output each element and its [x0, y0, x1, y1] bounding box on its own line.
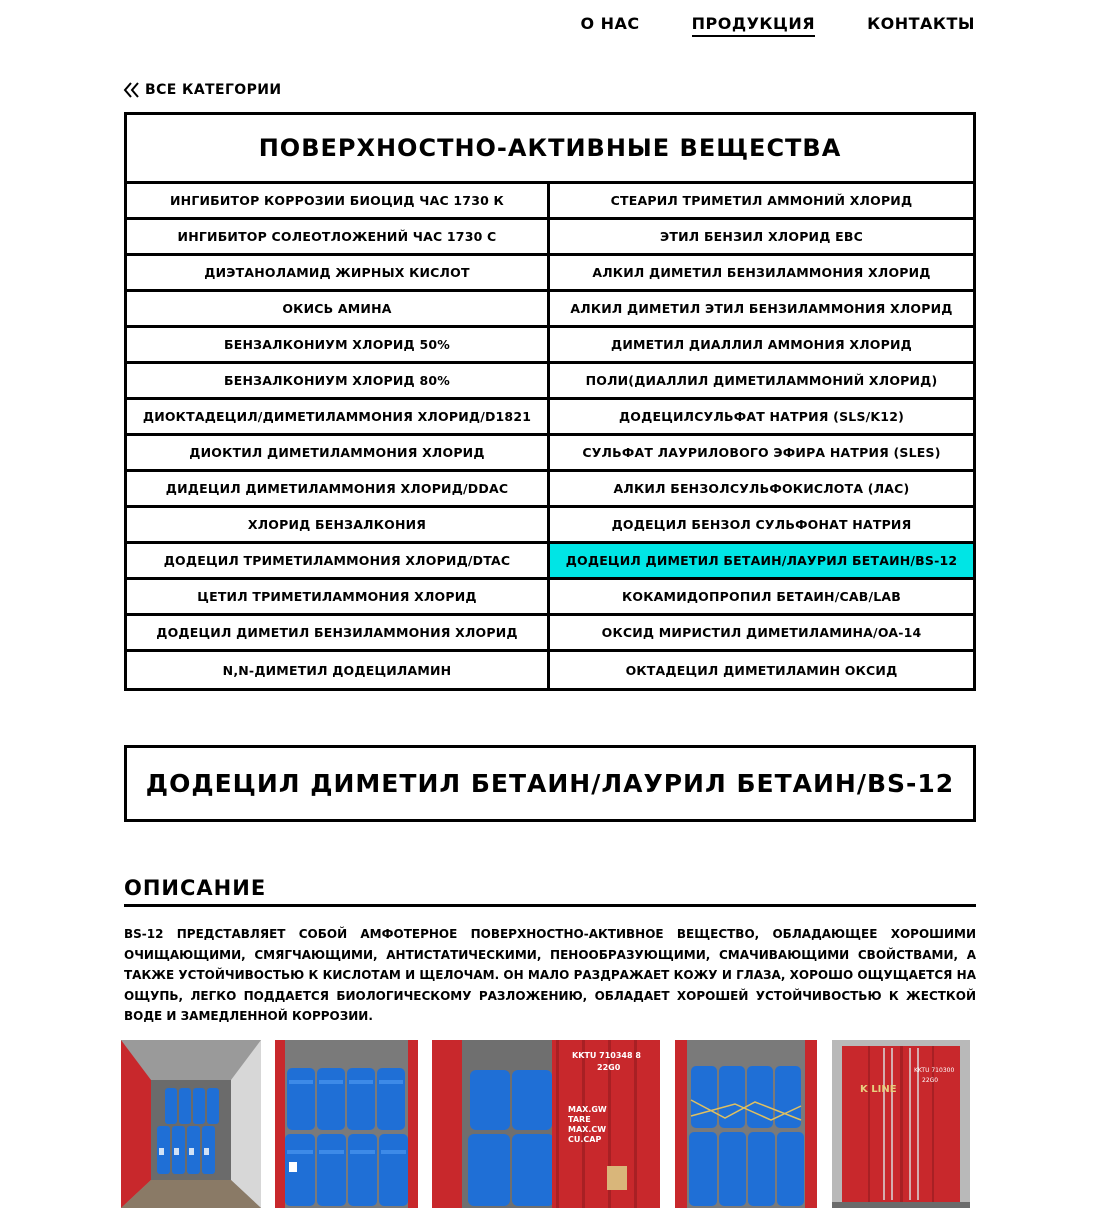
description-text: BS-12 ПРЕДСТАВЛЯЕТ СОБОЙ АМФОТЕРНОЕ ПОВЕРХНОСТНО-АКТИВНОЕ ВЕЩЕСТВО, ОБЛАДАЮЩЕЕ ХОРОШИМИ ОЧИЩАЮЩИМИ, СМЯГЧАЮЩИМИ, АНТИСТАТИЧЕСКИМИ, ПЕНООБРАЗУЮЩИМИ, СМАЧИВАЮЩИМИ СВОЙСТВАМИ, А ТАКЖЕ УСТОЙЧИВОСТЬЮ К КИСЛОТАМ И ЩЕЛОЧАМ. ОН МАЛО РАЗДРАЖАЕТ КОЖУ И ГЛАЗА, ХОРОШО ОЩУЩАЕТСЯ НА ОЩУПЬ, ЛЕГКО ПОДДАЕТСЯ БИОЛОГИЧЕСКОМУ РАЗЛОЖЕНИЮ, ОБЛАДАЕТ ХОРОШЕЙ УСТОЙЧИВОСТЬЮ К ЖЕСТКОЙ ВОДЕ И ЗАМЕДЛЕННОЙ КОРРОЗИИ. [124, 927, 976, 1023]
back-label: ВСЕ КАТЕГОРИИ [145, 82, 282, 98]
category-item-right-12[interactable]: КОКАМИДОПРОПИЛ БЕТАИН/CAB/LAB [550, 580, 973, 616]
category-item-left-11[interactable]: ДОДЕЦИЛ ТРИМЕТИЛАММОНИЯ ХЛОРИД/DTAC [127, 544, 550, 580]
svg-text:KKTU 710300: KKTU 710300 [914, 1067, 955, 1074]
svg-text:CU.CAP: CU.CAP [568, 1135, 602, 1144]
category-item-right-6[interactable]: ПОЛИ(ДИАЛЛИЛ ДИМЕТИЛАММОНИЙ ХЛОРИД) [550, 364, 973, 400]
category-item-left-7[interactable]: ДИОКТАДЕЦИЛ/ДИМЕТИЛАММОНИЯ ХЛОРИД/D1821 [127, 400, 550, 436]
category-item-left-9[interactable]: ДИДЕЦИЛ ДИМЕТИЛАММОНИЯ ХЛОРИД/DDAC [127, 472, 550, 508]
category-item-right-2[interactable]: ЭТИЛ БЕНЗИЛ ХЛОРИД EBC [550, 220, 973, 256]
svg-text:MAX.GW: MAX.GW [568, 1105, 607, 1114]
category-item-left-13[interactable]: ДОДЕЦИЛ ДИМЕТИЛ БЕНЗИЛАММОНИЯ ХЛОРИД [127, 616, 550, 652]
back-to-categories-link[interactable] [123, 82, 282, 98]
svg-text:TARE: TARE [568, 1115, 591, 1124]
svg-text:22G0: 22G0 [922, 1077, 939, 1084]
category-item-left-4[interactable]: ОКИСЬ АМИНА [127, 292, 550, 328]
category-item-right-4[interactable]: АЛКИЛ ДИМЕТИЛ ЭТИЛ БЕНЗИЛАММОНИЯ ХЛОРИД [550, 292, 973, 328]
category-item-right-1[interactable]: СТЕАРИЛ ТРИМЕТИЛ АММОНИЙ ХЛОРИД [550, 184, 973, 220]
svg-text:K LINE: K LINE [860, 1084, 897, 1095]
main-nav [580, 14, 975, 37]
photo-barrels-strapped[interactable] [675, 1040, 817, 1208]
nav-about[interactable]: О НАС [580, 14, 640, 33]
category-item-left-1[interactable]: ИНГИБИТОР КОРРОЗИИ БИОЦИД ЧАС 1730 К [127, 184, 550, 220]
category-item-right-7[interactable]: ДОДЕЦИЛСУЛЬФАТ НАТРИЯ (SLS/K12) [550, 400, 973, 436]
category-item-right-9[interactable]: АЛКИЛ БЕНЗОЛСУЛЬФОКИСЛОТА (ЛАС) [550, 472, 973, 508]
svg-text:MAX.CW: MAX.CW [568, 1125, 607, 1134]
nav-contacts[interactable]: КОНТАКТЫ [867, 14, 975, 33]
photo-container-closed[interactable] [832, 1040, 970, 1208]
svg-text:22G0: 22G0 [597, 1063, 621, 1072]
category-item-left-3[interactable]: ДИЭТАНОЛАМИД ЖИРНЫХ КИСЛОТ [127, 256, 550, 292]
category-item-left-5[interactable]: БЕНЗАЛКОНИУМ ХЛОРИД 50% [127, 328, 550, 364]
photo-barrels-closeup[interactable] [275, 1040, 418, 1208]
double-chevron-left-icon [123, 82, 141, 98]
svg-text:KKTU 710348 8: KKTU 710348 8 [572, 1051, 641, 1060]
product-grid [127, 184, 973, 688]
product-title: ДОДЕЦИЛ ДИМЕТИЛ БЕТАИН/ЛАУРИЛ БЕТАИН/BS-12 [124, 745, 976, 822]
category-table [124, 112, 976, 691]
nav-products[interactable]: ПРОДУКЦИЯ [692, 14, 815, 37]
category-item-left-14[interactable]: N,N-ДИМЕТИЛ ДОДЕЦИЛАМИН [127, 652, 550, 688]
photo-container-door-open[interactable] [432, 1040, 660, 1208]
category-item-left-8[interactable]: ДИОКТИЛ ДИМЕТИЛАММОНИЯ ХЛОРИД [127, 436, 550, 472]
photo-gallery [0, 1040, 1100, 1208]
category-item-right-5[interactable]: ДИМЕТИЛ ДИАЛЛИЛ АММОНИЯ ХЛОРИД [550, 328, 973, 364]
category-item-right-10[interactable]: ДОДЕЦИЛ БЕНЗОЛ СУЛЬФОНАТ НАТРИЯ [550, 508, 973, 544]
category-item-right-13[interactable]: ОКСИД МИРИСТИЛ ДИМЕТИЛАМИНА/OA-14 [550, 616, 973, 652]
category-item-right-8[interactable]: СУЛЬФАТ ЛАУРИЛОВОГО ЭФИРА НАТРИЯ (SLES) [550, 436, 973, 472]
category-item-left-6[interactable]: БЕНЗАЛКОНИУМ ХЛОРИД 80% [127, 364, 550, 400]
category-item-right-11[interactable]: ДОДЕЦИЛ ДИМЕТИЛ БЕТАИН/ЛАУРИЛ БЕТАИН/BS-12 [550, 544, 973, 580]
category-item-right-3[interactable]: АЛКИЛ ДИМЕТИЛ БЕНЗИЛАММОНИЯ ХЛОРИД [550, 256, 973, 292]
category-item-left-12[interactable]: ЦЕТИЛ ТРИМЕТИЛАММОНИЯ ХЛОРИД [127, 580, 550, 616]
category-item-left-10[interactable]: ХЛОРИД БЕНЗАЛКОНИЯ [127, 508, 550, 544]
category-item-left-2[interactable]: ИНГИБИТОР СОЛЕОТЛОЖЕНИЙ ЧАС 1730 С [127, 220, 550, 256]
description-heading: ОПИСАНИЕ [124, 876, 976, 907]
category-title: ПОВЕРХНОСТНО-АКТИВНЫЕ ВЕЩЕСТВА [127, 115, 973, 184]
photo-container-interior[interactable] [121, 1040, 261, 1208]
category-item-right-14[interactable]: ОКТАДЕЦИЛ ДИМЕТИЛАМИН ОКСИД [625, 662, 898, 678]
